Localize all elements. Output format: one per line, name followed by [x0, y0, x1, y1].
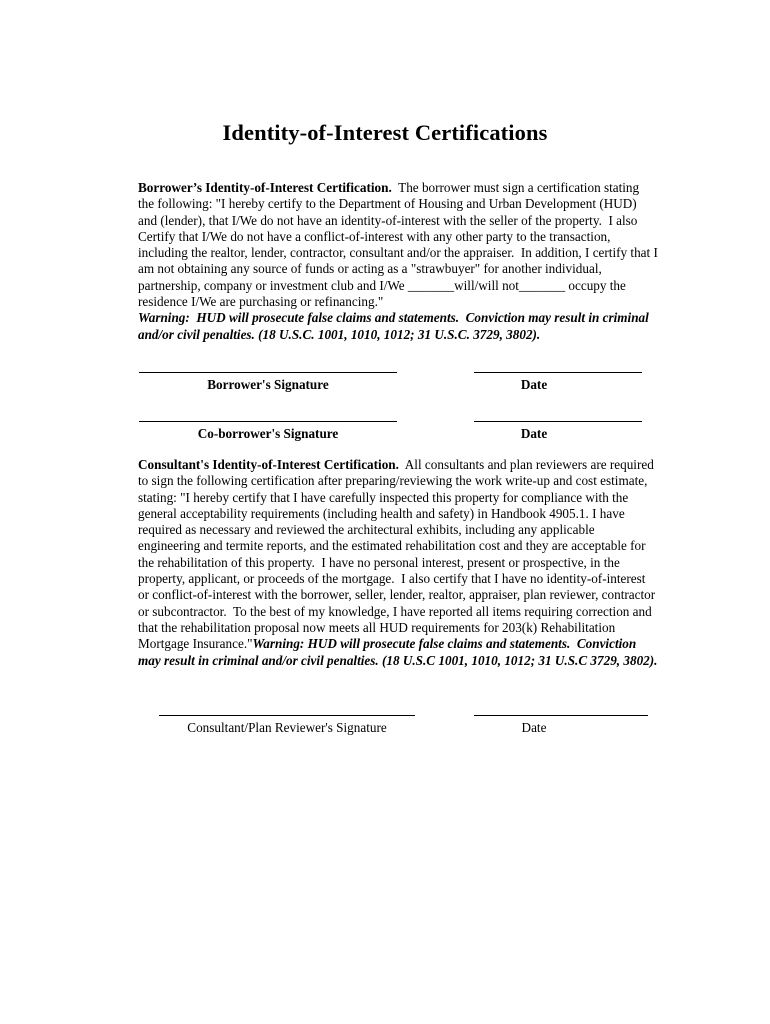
borrower-signature-line[interactable] — [139, 372, 397, 373]
borrower-certification-heading: Borrower’s Identity-of-Interest Certification. — [138, 180, 392, 195]
consultant-signature-label: Consultant/Plan Reviewer's Signature — [187, 720, 387, 735]
borrower-date-line[interactable] — [474, 372, 642, 373]
page-title: Identity-of-Interest Certifications — [222, 120, 548, 145]
coborrower-signature-label: Co-borrower's Signature — [197, 426, 339, 441]
consultant-date-line[interactable] — [474, 715, 648, 716]
consultant-signature-line[interactable] — [159, 715, 415, 716]
consultant-certification-heading: Consultant's Identity-of-Interest Certification. — [138, 457, 399, 472]
borrower-certification-paragraph — [138, 180, 662, 343]
coborrower-date-label: Date — [520, 426, 548, 441]
coborrower-signature-line[interactable] — [139, 421, 397, 422]
consultant-warning: Warning: HUD will prosecute false claims and statements. Conviction may result in criminal and/or civil penalties. (18 U.S.C 1001, 1010, 1012; 31 U.S.C 3729, 3802). — [138, 636, 658, 668]
consultant-certification-paragraph — [138, 457, 658, 669]
consultant-certification-body: All consultants and plan reviewers are required to sign the following certification after preparing/reviewing the work write-up and cost estimate, stating: "I hereby certify that I have carefully inspected this property for compliance with the general acceptability requirements (including health and safety) in Handbook 4905.1. I have required as necessary and reviewed the architectural exhibits, including any applicable engineering and termite reports, and the estimated rehabilitation cost and they are acceptable for the rehabilitation of this property. I have no personal interest, present or prospective, in the property, applicant, or proceeds of the mortgage. I also certify that I have no identity-of-interest or conflict-of-interest with the borrower, seller, lender, realtor, appraiser, plan reviewer, contractor or subcontractor. To the best of my knowledge, I have reported all items requiring correction and that the rehabilitation proposal now meets all HUD requirements for 203(k) Rehabilitation Mortgage Insurance." — [138, 457, 659, 652]
borrower-warning: Warning: HUD will prosecute false claims and statements. Conviction may result in criminal and/or civil penalties. (18 U.S.C. 1001, 1010, 1012; 31 U.S.C. 3729, 3802). — [138, 310, 653, 342]
borrower-signature-label: Borrower's Signature — [207, 377, 329, 392]
borrower-date-label: Date — [520, 377, 548, 392]
coborrower-date-line[interactable] — [474, 421, 642, 422]
borrower-certification-body: The borrower must sign a certification stating the following: "I hereby certify to the Department of Housing and Urban Development (HUD) and (lender), that I/We do not have an identity-of-interest with the seller of the property. I also Certify that I/We do not have a conflict-of-interest with any other party to the transaction, including the realtor, lender, contractor, consultant and/or the appraiser. In addition, I certify that I am not obtaining any source of funds or acting as a "strawbuyer" for another individual, partnership, company or investment club and I/We _______will/will not_______ occupy the residence I/We are purchasing or refinancing." — [138, 180, 662, 310]
consultant-date-label: Date — [521, 720, 547, 735]
